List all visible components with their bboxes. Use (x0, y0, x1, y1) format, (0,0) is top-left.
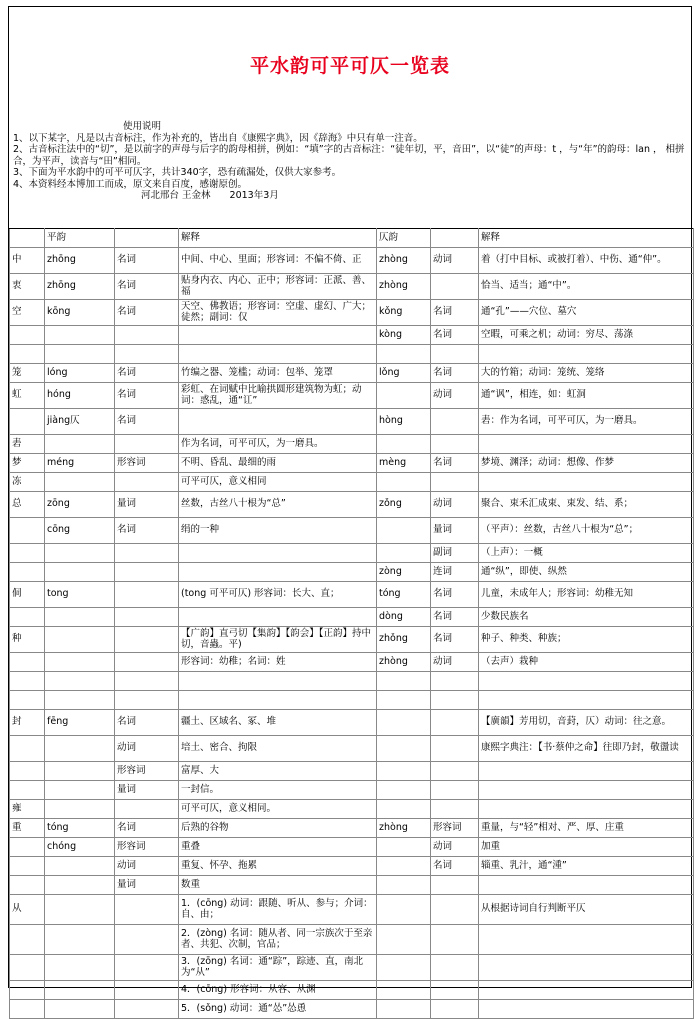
ping-explain-cell: 4．(cōng) 形容词：从容、从渊 (179, 981, 377, 1000)
ping-pinyin-cell (45, 544, 115, 563)
ping-pos-cell (115, 608, 179, 627)
ze-pinyin-cell (377, 838, 431, 857)
char-cell (10, 1000, 45, 1019)
char-cell: 雍 (10, 800, 45, 819)
char-cell: 冻 (10, 473, 45, 492)
ping-pinyin-cell (45, 672, 115, 691)
table-row (10, 838, 694, 857)
table-row (10, 518, 694, 544)
ping-pos-cell: 动词 (115, 736, 179, 762)
table-row (10, 582, 694, 608)
ping-pos-cell (115, 800, 179, 819)
ze-explain-cell (479, 1000, 694, 1019)
ze-pos-cell (431, 955, 479, 981)
ze-pos-cell: 名词 (431, 582, 479, 608)
ping-pinyin-cell (45, 925, 115, 955)
ze-pinyin-cell (377, 781, 431, 800)
ze-explain-cell: 通“纵”，即使、纵然 (479, 563, 694, 582)
header-ping: 平韵 (45, 229, 115, 248)
ze-pos-cell (431, 1000, 479, 1019)
ping-pos-cell: 形容词 (115, 454, 179, 473)
ping-pos-cell: 量词 (115, 876, 179, 895)
char-cell (10, 672, 45, 691)
ze-pos-cell: 名词 (431, 364, 479, 383)
char-cell: 砉 (10, 435, 45, 454)
table-row (10, 736, 694, 762)
ping-explain-cell: 贴身内衣、内心、正中；形容词：正派、善、福 (179, 274, 377, 300)
char-cell: 从 (10, 895, 45, 925)
table-row (10, 345, 694, 364)
ze-pos-cell (431, 876, 479, 895)
ze-explain-cell: （去声）栽种 (479, 653, 694, 672)
ping-explain-cell: 富厚、大 (179, 762, 377, 781)
note-line: 2、古音标注法中的“切”，是以前字的声母与后字的韵母相拼，例如：“填”字的古音标注：“徒年切，平，音田”，以“徒”的声母：t ，与“年”的韵母：lan ， 相拼合，为平声，读音与“田”相同。 (13, 144, 685, 167)
ping-pos-cell (115, 544, 179, 563)
ping-pinyin-cell: zhōng (45, 274, 115, 300)
rhyme-table (9, 228, 694, 1019)
notes-heading: 使用说明 (123, 121, 162, 132)
ping-pinyin-cell: zhōng (45, 248, 115, 274)
ping-explain-cell (179, 409, 377, 435)
ping-explain-cell: 不明、昏乱、最细的雨 (179, 454, 377, 473)
ze-pos-cell: 名词 (431, 627, 479, 653)
table-row (10, 248, 694, 274)
ping-pinyin-cell (45, 653, 115, 672)
ping-pinyin-cell (45, 608, 115, 627)
ze-explain-cell (479, 672, 694, 691)
ze-pinyin-cell: zhòng (377, 248, 431, 274)
ping-pos-cell (115, 1000, 179, 1019)
ping-pos-cell (115, 345, 179, 364)
ping-explain-cell (179, 672, 377, 691)
header-explain-ping: 解释 (179, 229, 377, 248)
ping-explain-cell (179, 608, 377, 627)
char-cell (10, 781, 45, 800)
table-row (10, 819, 694, 838)
ze-pos-cell (431, 781, 479, 800)
ze-pos-cell (431, 762, 479, 781)
ze-pinyin-cell: zhǒng (377, 627, 431, 653)
char-cell (10, 762, 45, 781)
ping-pos-cell (115, 627, 179, 653)
table-header (10, 229, 694, 248)
ze-pinyin-cell (377, 383, 431, 409)
ping-explain-cell: (tong 可平可仄) 形容词：长大、直； (179, 582, 377, 608)
table-row (10, 895, 694, 925)
ping-pinyin-cell (45, 781, 115, 800)
char-cell (10, 563, 45, 582)
ping-pos-cell (115, 582, 179, 608)
char-cell (10, 544, 45, 563)
ping-pos-cell: 名词 (115, 364, 179, 383)
ping-pos-cell: 名词 (115, 518, 179, 544)
ze-pinyin-cell: zhòng (377, 653, 431, 672)
char-cell (10, 981, 45, 1000)
table-row (10, 925, 694, 955)
ping-pos-cell (115, 895, 179, 925)
ze-pinyin-cell (377, 345, 431, 364)
ze-explain-cell: 恰当、适当；通“中”。 (479, 274, 694, 300)
ping-pos-cell: 形容词 (115, 762, 179, 781)
ze-explain-cell (479, 473, 694, 492)
ping-pinyin-cell: tóng (45, 819, 115, 838)
ze-pos-cell: 动词 (431, 248, 479, 274)
ze-explain-cell: 加重 (479, 838, 694, 857)
ze-pinyin-cell (377, 895, 431, 925)
ping-explain-cell: 3．(zōng) 名词：通“踪”，踪迹、直，南北为“从” (179, 955, 377, 981)
ze-pos-cell (431, 736, 479, 762)
ping-pos-cell (115, 981, 179, 1000)
ze-pinyin-cell (377, 876, 431, 895)
ping-pinyin-cell: méng (45, 454, 115, 473)
ping-pos-cell (115, 326, 179, 345)
ze-pinyin-cell: zòng (377, 563, 431, 582)
ze-pos-cell: 名词 (431, 300, 479, 326)
ze-pinyin-cell (377, 518, 431, 544)
ping-pinyin-cell (45, 691, 115, 710)
ping-pos-cell (115, 435, 179, 454)
ze-pos-cell: 连词 (431, 563, 479, 582)
table-row (10, 762, 694, 781)
table-row (10, 672, 694, 691)
table-row (10, 383, 694, 409)
ping-explain-cell: 作为名词，可平可仄，为一磨具。 (179, 435, 377, 454)
ping-pinyin-cell (45, 955, 115, 981)
ze-explain-cell: 【廣韻】芳用切，音葑，仄）动词：往之意。 (479, 710, 694, 736)
ze-pinyin-cell: kòng (377, 326, 431, 345)
table-row (10, 710, 694, 736)
ping-pinyin-cell: tong (45, 582, 115, 608)
ze-pos-cell (431, 981, 479, 1000)
ze-explain-cell (479, 345, 694, 364)
ze-explain-cell: 儿童，未成年人；形容词：幼稚无知 (479, 582, 694, 608)
ze-pos-cell: 动词 (431, 838, 479, 857)
table-row (10, 981, 694, 1000)
ze-pos-cell: 动词 (431, 653, 479, 672)
ze-pos-cell (431, 895, 479, 925)
char-cell: 封 (10, 710, 45, 736)
char-cell (10, 876, 45, 895)
ping-pinyin-cell (45, 736, 115, 762)
ping-explain-cell: 2．(zòng) 名词：随从者、同一宗族次于至亲者、共犯、次制，官品； (179, 925, 377, 955)
ping-pos-cell (115, 473, 179, 492)
ze-pos-cell: 量词 (431, 518, 479, 544)
ping-explain-cell (179, 544, 377, 563)
table-row (10, 435, 694, 454)
ping-explain-cell: 重复、怀孕、拖累 (179, 857, 377, 876)
table-row (10, 473, 694, 492)
ping-explain-cell: 可平可仄，意义相同。 (179, 800, 377, 819)
ping-pinyin-cell: jiàng仄 (45, 409, 115, 435)
ping-pos-cell: 动词 (115, 857, 179, 876)
ze-explain-cell (479, 800, 694, 819)
table-row (10, 857, 694, 876)
ping-pos-cell (115, 653, 179, 672)
ping-pinyin-cell (45, 326, 115, 345)
ping-pos-cell: 名词 (115, 383, 179, 409)
ping-pos-cell: 名词 (115, 409, 179, 435)
table-row (10, 691, 694, 710)
ze-pinyin-cell: zhòng (377, 819, 431, 838)
char-cell: 中 (10, 248, 45, 274)
ze-explain-cell: 少数民族名 (479, 608, 694, 627)
header-explain-ze: 解释 (479, 229, 694, 248)
ze-pos-cell: 动词 (431, 492, 479, 518)
ping-explain-cell: 后熟的谷物 (179, 819, 377, 838)
table-row (10, 800, 694, 819)
table-row (10, 653, 694, 672)
table-row (10, 955, 694, 981)
ping-explain-cell (179, 691, 377, 710)
ze-pos-cell (431, 435, 479, 454)
char-cell: 衷 (10, 274, 45, 300)
ping-explain-cell: 形容词：幼稚；名词：姓 (179, 653, 377, 672)
ping-explain-cell: 数重 (179, 876, 377, 895)
ze-pos-cell (431, 691, 479, 710)
ping-pos-cell (115, 925, 179, 955)
ping-pinyin-cell (45, 857, 115, 876)
ping-pos-cell: 名词 (115, 819, 179, 838)
ping-pinyin-cell: chóng (45, 838, 115, 857)
ze-pinyin-cell: lǒng (377, 364, 431, 383)
ze-pos-cell: 动词 (431, 383, 479, 409)
ping-explain-cell: 【广韵】直弓切【集韵】【韵会】【正韵】持中切，音蟲。平) (179, 627, 377, 653)
ping-pinyin-cell (45, 981, 115, 1000)
char-cell (10, 955, 45, 981)
ping-explain-cell: 疆土、区域名、冢、堆 (179, 710, 377, 736)
char-cell: 梦 (10, 454, 45, 473)
ze-explain-cell (479, 876, 694, 895)
ping-explain-cell: 可平可仄，意义相同 (179, 473, 377, 492)
ze-pinyin-cell (377, 736, 431, 762)
ze-explain-cell (479, 981, 694, 1000)
ze-explain-cell: 通“孔”——穴位、墓穴 (479, 300, 694, 326)
ping-pos-cell (115, 955, 179, 981)
char-cell: 侗 (10, 582, 45, 608)
ze-explain-cell: 从根据诗词自行判断平仄 (479, 895, 694, 925)
ping-explain-cell (179, 345, 377, 364)
ze-explain-cell: 空暇，可乘之机；动词：穷尽、荡涤 (479, 326, 694, 345)
ze-pos-cell: 名词 (431, 326, 479, 345)
ping-explain-cell: 5．(sǒng) 动词：通“怂”怂恿 (179, 1000, 377, 1019)
ze-explain-cell: 着（打中目标、或被打着）、中伤、通“仲”。 (479, 248, 694, 274)
ze-pinyin-cell: zhòng (377, 274, 431, 300)
ze-explain-cell: （上声）：一概 (479, 544, 694, 563)
char-cell (10, 345, 45, 364)
ze-pos-cell (431, 800, 479, 819)
ze-pos-cell (431, 345, 479, 364)
ze-pinyin-cell (377, 691, 431, 710)
ze-pos-cell: 名词 (431, 857, 479, 876)
ping-explain-cell: 中间、中心、里面；形容词：不偏不倚、正 (179, 248, 377, 274)
ping-explain-cell (179, 326, 377, 345)
char-cell: 重 (10, 819, 45, 838)
ze-pinyin-cell: dòng (377, 608, 431, 627)
ze-pinyin-cell (377, 473, 431, 492)
ze-explain-cell (479, 781, 694, 800)
header-ze: 仄韵 (377, 229, 431, 248)
ze-explain-cell (479, 691, 694, 710)
table-row (10, 300, 694, 326)
char-cell (10, 326, 45, 345)
ze-explain-cell: 种子、种类、种族； (479, 627, 694, 653)
table-row (10, 608, 694, 627)
usage-notes (13, 121, 689, 202)
ping-explain-cell: 绢的一种 (179, 518, 377, 544)
ze-pos-cell: 名词 (431, 608, 479, 627)
char-cell (10, 691, 45, 710)
ping-pos-cell: 形容词 (115, 838, 179, 857)
ze-pinyin-cell (377, 955, 431, 981)
char-cell (10, 653, 45, 672)
char-cell: 笼 (10, 364, 45, 383)
ze-pinyin-cell (377, 981, 431, 1000)
ping-pos-cell (115, 691, 179, 710)
ze-pinyin-cell (377, 672, 431, 691)
table-row (10, 563, 694, 582)
char-cell (10, 736, 45, 762)
table-row (10, 876, 694, 895)
ping-explain-cell (179, 563, 377, 582)
ping-explain-cell: 丝数，古丝八十根为“总” (179, 492, 377, 518)
char-cell (10, 608, 45, 627)
ping-explain-cell: 1．(cōng) 动词：跟随、听从、参与；介词：自、由； (179, 895, 377, 925)
ze-pinyin-cell (377, 544, 431, 563)
char-cell: 空 (10, 300, 45, 326)
ze-pinyin-cell: hòng (377, 409, 431, 435)
ze-pos-cell (431, 409, 479, 435)
ze-explain-cell (479, 925, 694, 955)
ze-pos-cell (431, 710, 479, 736)
table-row (10, 409, 694, 435)
ping-pos-cell (115, 672, 179, 691)
ping-explain-cell: 天空、佛教语；形容词：空虚、虚幻、广大；徒然；副词：仅 (179, 300, 377, 326)
ping-explain-cell: 竹编之器、笼槛；动词：包举、笼罩 (179, 364, 377, 383)
ze-explain-cell: 大的竹箱；动词：笼统、笼络 (479, 364, 694, 383)
ping-pos-cell: 名词 (115, 710, 179, 736)
char-cell (10, 925, 45, 955)
char-cell (10, 518, 45, 544)
ze-explain-cell: 康熙字典注：【书·蔡仲之命】往即乃封，敬盪读 (479, 736, 694, 762)
note-line: 4、本资料经本博加工而成，原文来自百度，感谢原创。 (13, 178, 248, 190)
ping-pinyin-cell (45, 473, 115, 492)
ping-explain-cell: 一封信。 (179, 781, 377, 800)
char-cell: 总 (10, 492, 45, 518)
ping-pinyin-cell: hóng (45, 383, 115, 409)
char-cell: 种 (10, 627, 45, 653)
ping-explain-cell: 彩虹、在词赋中比喻拱圆形建筑物为虹；动词：惑乱，通“讧” (179, 383, 377, 409)
notes-signature: 河北邢台 王金林 2013年3月 (141, 190, 279, 201)
ze-explain-cell: 辎重、乳汁，通“湩” (479, 857, 694, 876)
ze-explain-cell (479, 955, 694, 981)
table-row (10, 544, 694, 563)
ze-pos-cell (431, 473, 479, 492)
ze-pinyin-cell (377, 435, 431, 454)
table-row (10, 492, 694, 518)
table-row (10, 781, 694, 800)
ze-explain-cell (479, 762, 694, 781)
ze-pinyin-cell: zǒng (377, 492, 431, 518)
ping-pos-cell: 量词 (115, 781, 179, 800)
ping-pinyin-cell (45, 345, 115, 364)
ze-pinyin-cell: kǒng (377, 300, 431, 326)
ze-explain-cell: 砉：作为名词，可平可仄，为一磨具。 (479, 409, 694, 435)
ze-pos-cell: 副词 (431, 544, 479, 563)
ze-pos-cell (431, 672, 479, 691)
ze-explain-cell: 梦境、渊泽；动词：想像、作梦 (479, 454, 694, 473)
ping-pinyin-cell (45, 800, 115, 819)
ping-pinyin-cell (45, 627, 115, 653)
ze-pinyin-cell (377, 925, 431, 955)
ze-pos-cell (431, 274, 479, 300)
ze-pos-cell: 名词 (431, 454, 479, 473)
table-row (10, 364, 694, 383)
table-row (10, 274, 694, 300)
ping-pos-cell: 名词 (115, 248, 179, 274)
ping-pos-cell: 名词 (115, 274, 179, 300)
ping-pinyin-cell: kōng (45, 300, 115, 326)
ze-pos-cell: 形容词 (431, 819, 479, 838)
table-row (10, 454, 694, 473)
ze-explain-cell: 通“讽”，相连，如：虹洞 (479, 383, 694, 409)
char-cell: 虹 (10, 383, 45, 409)
ze-pinyin-cell (377, 762, 431, 781)
ping-pinyin-cell (45, 1000, 115, 1019)
ze-explain-cell: 聚合、束禾汇成束、束发、结、系； (479, 492, 694, 518)
ping-pos-cell (115, 563, 179, 582)
ping-pinyin-cell (45, 435, 115, 454)
char-cell (10, 409, 45, 435)
ze-pinyin-cell: tóng (377, 582, 431, 608)
ze-pos-cell (431, 925, 479, 955)
ping-pos-cell: 名词 (115, 300, 179, 326)
ping-pinyin-cell (45, 895, 115, 925)
ping-pinyin-cell: cōng (45, 518, 115, 544)
ping-explain-cell: 培土、密合、拘限 (179, 736, 377, 762)
note-line: 3、下面为平水韵中的可平可仄字，共计340字，恐有疏漏处，仅供大家参考。 (13, 167, 342, 178)
ze-pinyin-cell (377, 710, 431, 736)
ze-explain-cell (479, 435, 694, 454)
note-line: 1、以下某字，凡是以古音标注，作为补充的，皆出自《康熙字典》，因《辞海》中只有单一注音。 (13, 132, 423, 144)
ping-pinyin-cell (45, 762, 115, 781)
table-row (10, 326, 694, 345)
ze-explain-cell: （平声）：丝数，古丝八十根为“总”； (479, 518, 694, 544)
ping-pinyin-cell: lóng (45, 364, 115, 383)
table-row (10, 1000, 694, 1019)
ze-pinyin-cell (377, 1000, 431, 1019)
ping-pinyin-cell: zōng (45, 492, 115, 518)
page-title: 平水韵可平可仄一览表 (249, 55, 450, 77)
ping-pinyin-cell (45, 876, 115, 895)
table-row (10, 627, 694, 653)
ze-explain-cell: 重量，与“轻”相对、严、厚、庄重 (479, 819, 694, 838)
ze-pinyin-cell (377, 800, 431, 819)
ze-pinyin-cell (377, 857, 431, 876)
page-frame (8, 6, 692, 1014)
ze-pinyin-cell: mèng (377, 454, 431, 473)
ping-pinyin-cell: fēng (45, 710, 115, 736)
ping-pinyin-cell (45, 563, 115, 582)
ping-explain-cell: 重叠 (179, 838, 377, 857)
char-cell (10, 857, 45, 876)
char-cell (10, 838, 45, 857)
ping-pos-cell: 量词 (115, 492, 179, 518)
